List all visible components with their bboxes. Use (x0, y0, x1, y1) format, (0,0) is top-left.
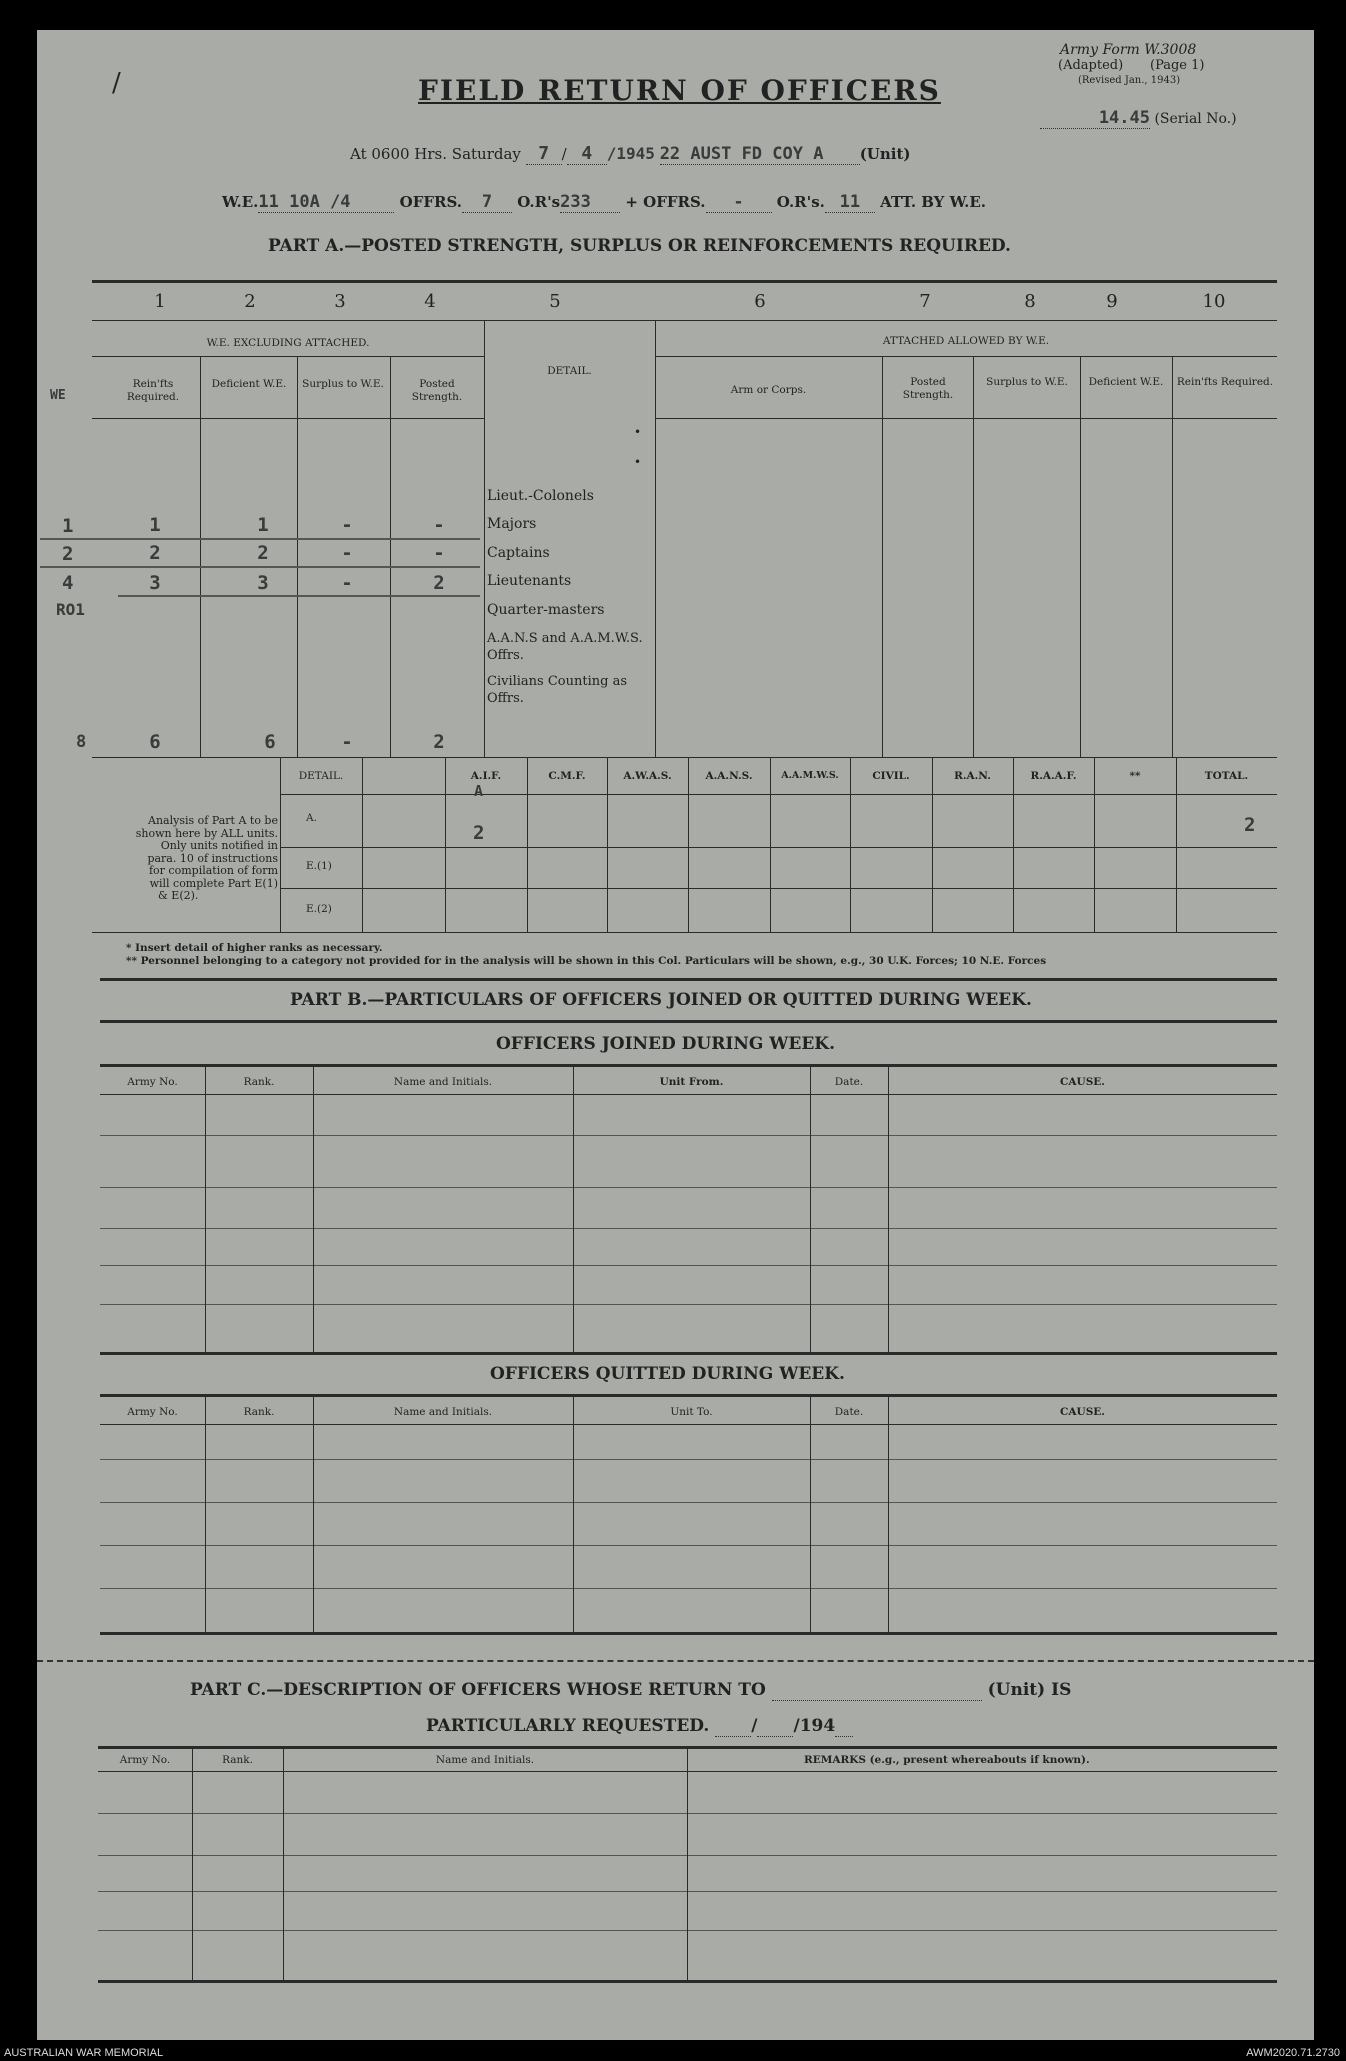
joined-header-date: Date. (834, 1076, 864, 1088)
part-c-header-army-no: Army No. (119, 1754, 171, 1766)
analysis-header-rule (280, 794, 1277, 795)
analysis-row-rule (280, 888, 1277, 889)
ors2-label: O.R's. (776, 193, 825, 211)
month-value: 4 (567, 143, 607, 165)
part-b-title: PART B.—PARTICULARS OF OFFICERS JOINED OR QUITTED DURING WEEK. (290, 990, 1032, 1010)
att-label: ATT. BY W.E. (880, 193, 986, 211)
quitted-header-date: Date. (834, 1406, 864, 1418)
we-label: W.E. (222, 193, 259, 211)
analysis-header-awas: A.W.A.S. (623, 770, 672, 782)
quitted-top-rule (100, 1394, 1277, 1397)
aif-mark: A (474, 782, 484, 800)
part-b-rule (100, 1020, 1277, 1023)
analysis-header-total: TOTAL. (1204, 770, 1249, 782)
note-line: will complete Part E(1) (149, 876, 278, 890)
grid-rule (100, 1502, 1277, 1503)
part-c-line-2 (426, 1716, 853, 1737)
row-captains-c1: 2 (149, 542, 161, 564)
total-c1: 6 (149, 731, 161, 753)
joined-bottom-rule (100, 1352, 1277, 1355)
rank-civilians: Civilians Counting as Offrs. (487, 674, 627, 706)
col-sep (205, 1394, 206, 1634)
part-c-header-remarks: REMARKS (e.g., present whereabouts if known). (804, 1754, 1090, 1766)
analysis-header-aif: A.I.F. (470, 770, 502, 782)
adapted-label: (Adapted) (1058, 58, 1124, 73)
col-sep (283, 1746, 284, 1982)
part-b-top-rule (100, 978, 1277, 981)
attached-rule (655, 356, 1277, 357)
analysis-header-cmf: C.M.F. (548, 770, 586, 782)
asterisk-mark: • (634, 455, 642, 469)
total-c4: 2 (433, 731, 445, 753)
grid-rule (100, 1265, 1277, 1266)
joined-header-rule (100, 1094, 1277, 1095)
row-lieutenants-c1: 3 (149, 572, 161, 594)
cut-line (37, 1660, 1314, 1662)
analysis-row-e1: E.(1) (306, 860, 332, 872)
rank-lieutenants: Lieutenants (487, 573, 572, 589)
col-sep (687, 1746, 688, 1982)
col-number: 10 (1202, 291, 1226, 312)
note-line: & E(2). (158, 889, 199, 902)
rank-captains: Captains (487, 545, 550, 561)
row-captains-c2: 2 (257, 542, 269, 564)
col-sep (1013, 757, 1014, 932)
col-sep (850, 757, 851, 932)
at-label: At 0600 Hrs. Saturday (350, 145, 521, 163)
col-sep (280, 757, 281, 932)
we-value: 11 10A /4 (258, 192, 394, 213)
col-sep (1094, 757, 1095, 932)
row-majors-c4: - (433, 514, 445, 536)
date-unit-row: At 0600 Hrs. Saturday 7 / 4 /1945 22 AUST FD COY A (Unit) (350, 143, 911, 164)
col-sep (688, 757, 689, 932)
part-c-line-1 (190, 1680, 1071, 1701)
aif-value: 2 (473, 822, 485, 844)
unit-label: (Unit) (859, 145, 911, 163)
col-number: 3 (334, 291, 346, 312)
row-lieutenants-c2: 3 (257, 572, 269, 594)
col-number: 1 (154, 291, 166, 312)
rank-quartermasters: Quarter-masters (487, 602, 605, 618)
joined-title: OFFICERS JOINED DURING WEEK. (496, 1034, 835, 1054)
army-form-label: Army Form W.3008 (1060, 42, 1197, 58)
col-sep (484, 320, 485, 757)
col-sep (313, 1394, 314, 1634)
grid-rule (100, 1545, 1277, 1546)
col-sep (888, 1064, 889, 1354)
note-line: Analysis of Part A to be (148, 814, 278, 827)
grid-rule (100, 1187, 1277, 1188)
col-sep (362, 757, 363, 932)
offrs-label: OFFRS. (399, 193, 462, 211)
header-posted: Posted Strength. (411, 378, 463, 403)
we-row (222, 192, 986, 213)
header-surplus-att: Surplus to W.E. (986, 376, 1068, 388)
ors2-value: 11 (825, 192, 875, 213)
analysis-row-e2: E.(2) (306, 903, 332, 915)
part-c-unit-blank (772, 1680, 982, 1701)
unit-value: 22 AUST FD COY A (660, 144, 860, 165)
part-c-year: /194 (793, 1716, 836, 1736)
total-c2: 6 (264, 731, 276, 753)
ors-value: 233 (560, 192, 620, 213)
rank-majors: Majors (487, 516, 537, 532)
joined-header-cause: CAUSE. (1060, 1076, 1105, 1088)
quitted-header-unit-to: Unit To. (670, 1406, 713, 1418)
header-deficient: Deficient W.E. (211, 378, 287, 390)
we-excluding-heading: W.E. EXCLUDING ATTACHED. (206, 337, 370, 349)
col-number: 9 (1106, 291, 1118, 312)
header-surplus: Surplus to W.E. (302, 378, 384, 390)
col-number: 4 (424, 291, 436, 312)
col-sep (573, 1064, 574, 1354)
rank-aans-aamws: A.A.N.S and A.A.M.W.S. Offrs. (487, 631, 643, 663)
part-c-header-rank: Rank. (222, 1754, 253, 1766)
grid-rule (100, 1459, 1277, 1460)
col-sep (200, 356, 201, 757)
row-majors-c1: 1 (149, 514, 161, 536)
footnote-1: * Insert detail of higher ranks as necessary. (126, 942, 383, 954)
asterisk-mark: • (634, 425, 642, 439)
joined-header-army-no: Army No. (127, 1076, 178, 1088)
col-sep (932, 757, 933, 932)
part-c-title: PART C.—DESCRIPTION OF OFFICERS WHOSE RETURN TO (190, 1680, 766, 1700)
col-sep (205, 1064, 206, 1354)
col-sep (527, 757, 528, 932)
struck-line (40, 566, 480, 568)
part-c-date-sep: / (751, 1716, 758, 1736)
margin-value: 4 (62, 572, 74, 594)
col-sep (882, 356, 883, 757)
col-sep (607, 757, 608, 932)
serial-row (1040, 108, 1237, 129)
total-c3: - (341, 731, 353, 753)
day-value: 7 (526, 143, 562, 165)
col-number: 6 (754, 291, 766, 312)
note-line: for compilation of form (148, 864, 278, 877)
part-c-month-blank (757, 1716, 793, 1737)
col-sep (1080, 356, 1081, 757)
analysis-row-a: A. (306, 812, 317, 824)
col-number: 5 (549, 291, 561, 312)
part-a-title: PART A.—POSTED STRENGTH, SURPLUS OR REINFORCEMENTS REQUIRED. (268, 236, 1011, 256)
margin-value: 8 (76, 732, 87, 752)
form-title: FIELD RETURN OF OFFICERS (418, 74, 941, 107)
row-majors-c2: 1 (257, 514, 269, 536)
header-posted-att: Posted Strength. (902, 376, 954, 401)
side-mark: / (112, 68, 121, 98)
analysis-header-civil: CIVIL. (872, 770, 910, 782)
analysis-header-aamws: A.A.M.W.S. (781, 770, 839, 781)
year-value: /1945 (606, 144, 655, 163)
analysis-bottom-rule (92, 932, 1277, 933)
serial-value: 14.45 (1040, 108, 1150, 129)
analysis-row-rule (280, 847, 1277, 848)
struck-line (40, 538, 480, 540)
col-sep (973, 356, 974, 757)
part-a-bottom-rule (92, 757, 1277, 758)
ors-label: O.R's (517, 193, 561, 211)
part-a-number-rule (92, 320, 1277, 321)
quitted-header-army-no: Army No. (127, 1406, 178, 1418)
serial-label: (Serial No.) (1154, 111, 1237, 127)
struck-line (118, 595, 480, 597)
part-c-day-blank (715, 1716, 751, 1737)
plus-offrs-label: + OFFRS. (625, 193, 706, 211)
col-sep (573, 1394, 574, 1634)
header-deficient-att: Deficient W.E. (1088, 376, 1164, 388)
footer-left: AUSTRALIAN WAR MEMORIAL (4, 2047, 164, 2059)
col-sep (1176, 757, 1177, 932)
col-sep (313, 1064, 314, 1354)
col-sep (810, 1394, 811, 1634)
col-number: 7 (919, 291, 931, 312)
row-captains-c4: - (433, 542, 445, 564)
grid-rule (100, 1304, 1277, 1305)
we-margin-mark: WE (50, 388, 66, 403)
col-sep (297, 356, 298, 757)
quitted-title: OFFICERS QUITTED DURING WEEK. (490, 1364, 845, 1384)
joined-top-rule (100, 1064, 1277, 1067)
quitted-bottom-rule (100, 1632, 1277, 1635)
note-line: shown here by ALL units. (135, 826, 278, 840)
col-sep (445, 757, 446, 932)
col-sep (390, 356, 391, 757)
revised-label: (Revised Jan., 1943) (1078, 75, 1181, 86)
part-c-year-blank (835, 1716, 853, 1737)
row-majors-c3: - (341, 514, 353, 536)
plus-offrs-value: - (706, 192, 772, 213)
header-reinfts-att: Rein'fts Required. (1176, 376, 1274, 388)
analysis-header-raaf: R.A.A.F. (1030, 770, 1077, 782)
page-label: (Page 1) (1150, 58, 1205, 73)
col-sep (770, 757, 771, 932)
row-captains-c3: - (341, 542, 353, 564)
grid-rule (100, 1588, 1277, 1589)
grid-rule (100, 1228, 1277, 1229)
analysis-header-other: ** (1129, 770, 1141, 782)
col-sep (192, 1746, 193, 1982)
row-lieutenants-c3: - (341, 572, 353, 594)
note-line: Only units notified in (160, 839, 278, 852)
offrs-value: 7 (462, 192, 512, 213)
joined-header-name: Name and Initials. (393, 1076, 493, 1088)
col-number: 8 (1024, 291, 1036, 312)
joined-header-rank: Rank. (243, 1076, 275, 1088)
header-arm-corps: Arm or Corps. (730, 384, 807, 396)
part-c-requested: PARTICULARLY REQUESTED. (426, 1716, 710, 1736)
margin-value: 1 (62, 515, 74, 537)
col-number: 2 (244, 291, 256, 312)
col-sep (1172, 356, 1173, 757)
quitted-header-name: Name and Initials. (393, 1406, 493, 1418)
row-lieutenants-c4: 2 (433, 572, 445, 594)
quitted-header-rank: Rank. (243, 1406, 275, 1418)
we-excl-rule (92, 356, 484, 357)
part-a-header-rule-left (92, 418, 484, 419)
header-reinfts: Rein'fts Required. (126, 378, 180, 403)
part-c-header-name: Name and Initials. (435, 1754, 535, 1766)
analysis-note (98, 815, 278, 903)
header-detail: DETAIL. (547, 365, 592, 377)
quitted-header-rule (100, 1424, 1277, 1425)
joined-header-unit-from: Unit From. (659, 1076, 724, 1088)
margin-value: RO1 (56, 600, 85, 619)
quitted-header-cause: CAUSE. (1060, 1406, 1105, 1418)
total-value: 2 (1244, 814, 1256, 836)
col-sep (888, 1394, 889, 1634)
rank-lieut-colonels: Lieut.-Colonels (487, 488, 594, 504)
part-a-top-rule (92, 280, 1277, 283)
part-c-unit-label: (Unit) IS (987, 1680, 1072, 1700)
footnote-2: ** Personnel belonging to a category not provided for in the analysis will be shown in this Col. Particulars will be shown, e.g., 30 U.K. Forces; 10 N.E. Forces (126, 955, 1047, 967)
analysis-detail-heading: DETAIL. (298, 770, 344, 782)
analysis-header-ran: R.A.N. (954, 770, 991, 782)
grid-rule (100, 1135, 1277, 1136)
footer-right: AWM2020.71.2730 (1246, 2047, 1340, 2059)
note-line: para. 10 of instructions (147, 851, 278, 865)
col-sep (810, 1064, 811, 1354)
attached-allowed-heading: ATTACHED ALLOWED BY W.E. (882, 335, 1050, 347)
margin-value: 2 (62, 543, 74, 565)
analysis-header-aans: A.A.N.S. (705, 770, 753, 782)
part-a-header-rule-right (655, 418, 1277, 419)
